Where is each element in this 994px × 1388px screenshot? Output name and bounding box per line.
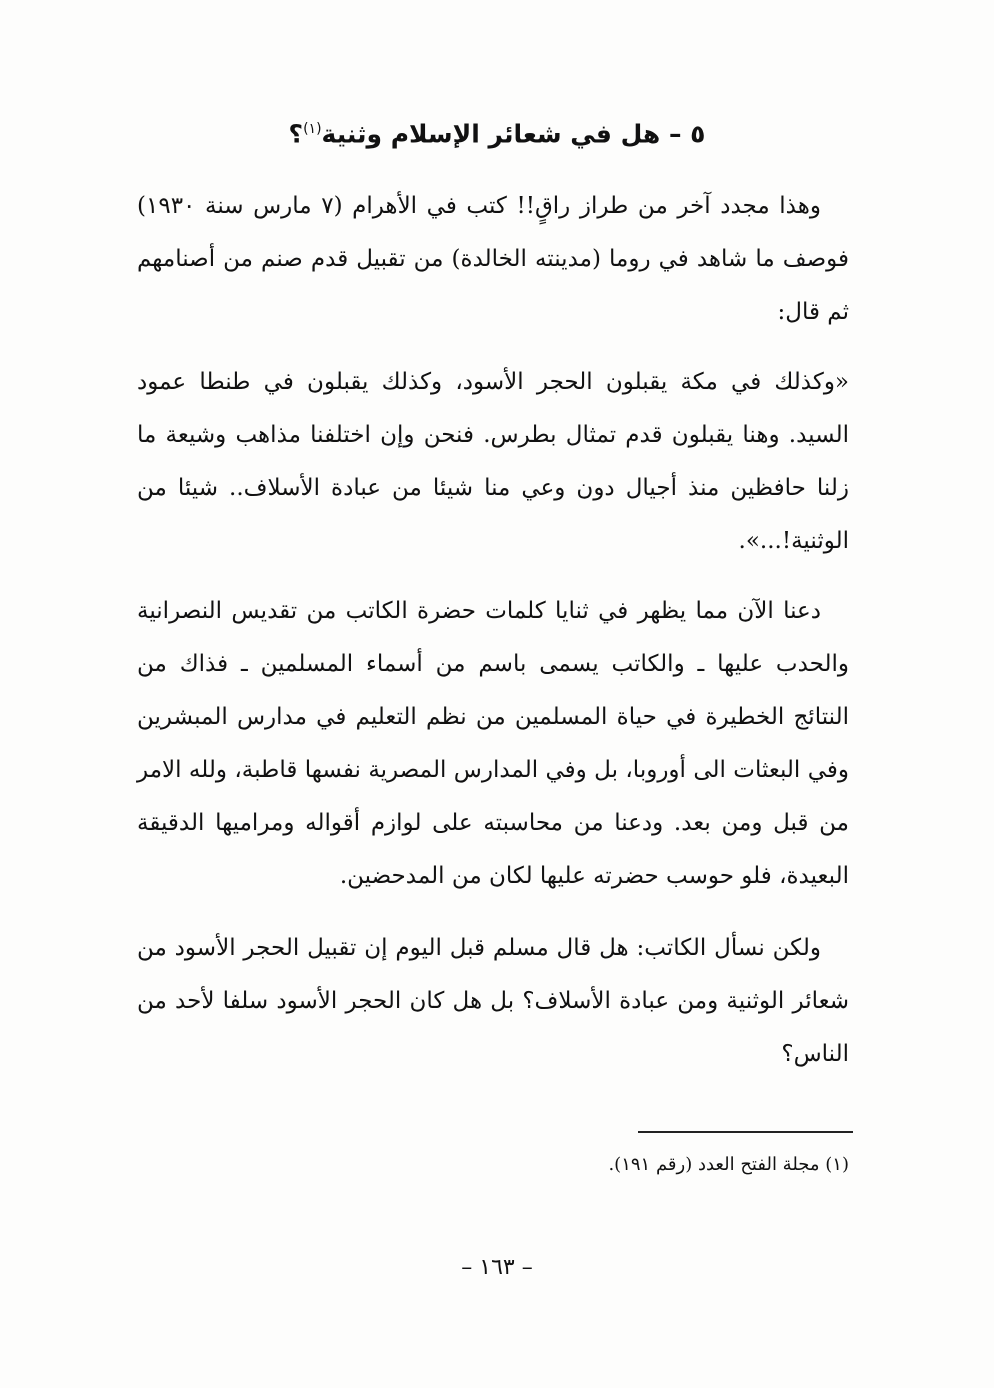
paragraph-3: دعنا الآن مما يظهر في ثنايا كلمات حضرة الكاتب من تقديس النصرانية والحدب عليها ـ والكاتب يسمى باسم من أسماء المسلمين ـ فذاك من النتائج الخطيرة في حياة المسلمين من نظم التعليم في مدارس المبشرين وفي البعثات الى أوروبا، بل وفي المدارس المصرية نفسها قاطبة، ولله الامر من قبل ومن بعد. ودعنا من محاسبته على لوازم أقواله ومراميها الدقيقة البعيدة، فلو حوسب حضرته عليها لكان من المدحضين.: [137, 598, 849, 889]
section-heading: [0, 110, 994, 153]
heading-text: ٥ – هل في شعائر الإسلام وثنية: [321, 119, 706, 149]
paragraph-2-quote: «وكذلك في مكة يقبلون الحجر الأسود، وكذلك يقبلون في طنطا عمود السيد. وهنا يقبلون قدم تمثال بطرس. فنحن وإن اختلفنا مذاهب وشيعة ما زلنا حافظين منذ أجيال دون وعي منا شيئا من عبادة الأسلاف.. شيئا من الوثنية!...».: [137, 369, 849, 554]
heading-footnote-marker: (١): [303, 121, 322, 137]
page-number: – ١٦٣ –: [461, 1255, 533, 1280]
footnote-divider: [638, 1131, 853, 1133]
paragraph-4: ولكن نسأل الكاتب: هل قال مسلم قبل اليوم إن تقبيل الحجر الأسود من شعائر الوثنية ومن عبادة الأسلاف؟ بل هل كان الحجر الأسود سلفا لأحد من الناس؟: [137, 935, 849, 1067]
footnote: (١) مجلة الفتح العدد (رقم ١٩١).: [608, 1154, 849, 1175]
heading-question-mark: ؟: [288, 119, 304, 149]
paragraph-1: وهذا مجدد آخر من طراز راقٍ!! كتب في الأهرام (٧ مارس سنة ١٩٣٠) فوصف ما شاهد في روما (مدينته الخالدة) من تقبيل قدم صنم من أصنامهم ثم قال:: [137, 193, 849, 325]
